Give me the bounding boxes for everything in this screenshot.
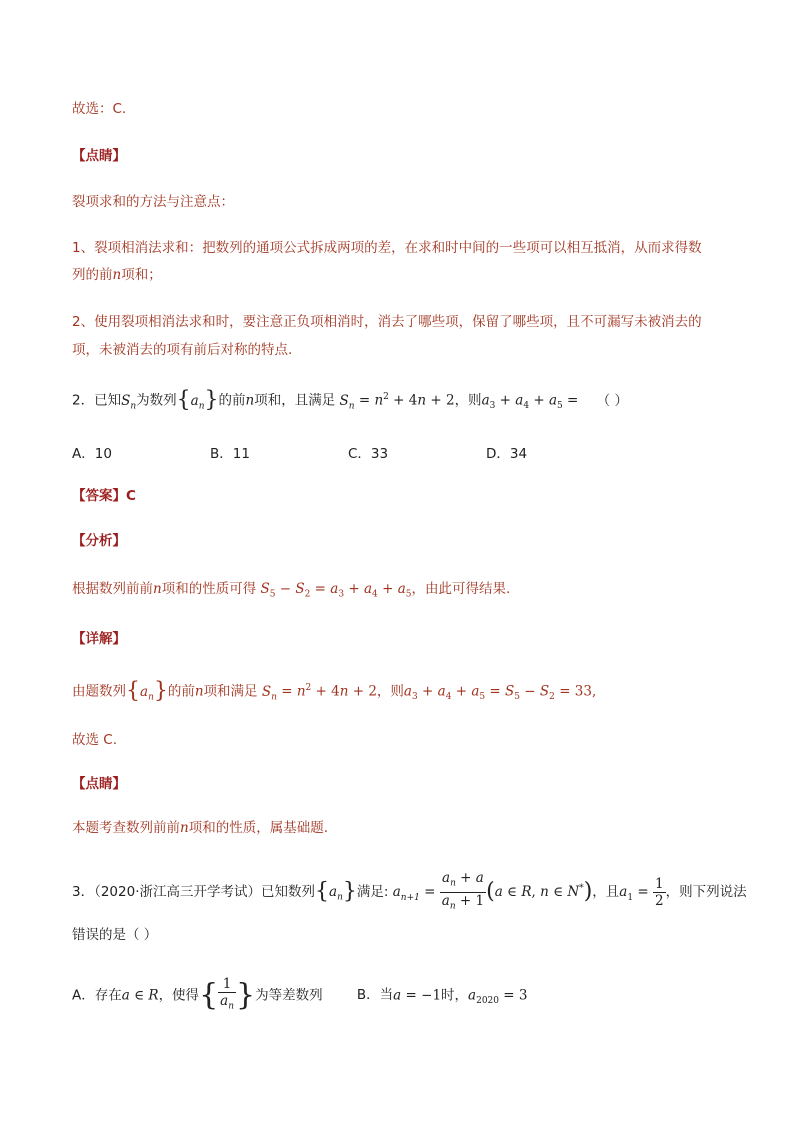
xj-text-1: 由题数列 [72, 683, 126, 700]
method-intro: 裂项求和的方法与注意点： [72, 194, 234, 210]
dj2-text-2: 项和的性质，属基础题. [188, 820, 328, 836]
reciprocal-fraction: $\frac{1}{a_n}$ [220, 976, 235, 1012]
fx-text-1: 根据数列前前 [72, 581, 153, 597]
q3-option-b-text-1: B．当 [356, 987, 394, 1004]
q3-option-b-text-2: 时， [441, 987, 469, 1004]
point-1-pre: 列的前 [72, 267, 113, 283]
fx-text-3: ，由此可得结果. [411, 581, 511, 597]
option-a: A．10 [72, 446, 112, 462]
q3-text-3: ，且 [592, 884, 620, 901]
section-heading-dianjing: 【点睛】 [72, 148, 126, 164]
q3-option-a-text-1: A．存在 [72, 987, 122, 1004]
option-b: B．11 [210, 446, 250, 462]
conclusion-line-2: 故选 C. [72, 732, 118, 748]
q2-text-1: 2．已知 [72, 392, 122, 409]
point-2-line-1: 2、使用裂项相消法求和时，要注意正负项相消时，消去了哪些项，保留了哪些项，且不可漏写未被消去的 [72, 314, 702, 330]
point-1-line-2: 列的前n项和； [72, 267, 162, 283]
summary-text: 本题考查数列前前n项和的性质，属基础题. [72, 820, 328, 836]
q3-text-4: ，则下列说法 [665, 884, 747, 901]
recurrence-fraction: $\frac{a_n + a}{a_n + 1}$ [441, 870, 485, 912]
section-heading-dianjing-2: 【点睛】 [72, 776, 126, 792]
q3-text-2: 满足: [356, 884, 389, 901]
answer-heading: 【答案】C [72, 488, 136, 504]
xj-text-2: 的前 [167, 683, 195, 700]
analysis-text: 根据数列前前n项和的性质可得 $S_5 - S_2 = a_3 + a_4 + a_5$，由此可得结果. [72, 581, 511, 600]
point-1-post: 项和； [121, 267, 162, 283]
point-1-line-1: 1、裂项相消法求和：把数列的通项公式拆成两项的差，在求和时中间的一些项可以相互抵消，从而求得数 [72, 240, 702, 256]
question-3-stem: 3．（2020·浙江高三开学考试）已知数列$\{a_n\}$满足: $a_{n+1}$ = $\frac{a_n + a}{a_n + 1}$ (a ∈ R, n ∈ N*)，且$a_1$ = $\frac{1}{2}$ ，则下列说法 [72, 870, 747, 916]
question-2-stem: 2．已知$S_n$为数列$\{a_n\}$的前n项和，且满足 $S_n = n^2 + 4n + 2$，则$a_3 + a_4 + a_5$ = （ ） [72, 387, 628, 413]
question-3-options: A．存在a ∈ R，使得{ $\frac{1}{a_n}$ }为等差数列 B．当a = −1时，$a_{2020} = 3$ [72, 976, 527, 1019]
xj-text-3: 项和满足 [203, 683, 258, 700]
a1-fraction: $\frac{1}{2}$ [655, 875, 664, 909]
q3-option-a-text-3: 为等差数列 [255, 987, 323, 1004]
q3-text-1: 3．（2020·浙江高三开学考试）已知数列 [72, 884, 315, 901]
xj-text-4: ，则 [376, 683, 404, 700]
option-d: D．34 [486, 446, 528, 462]
q2-text-3: 的前 [218, 392, 246, 409]
point-2-line-2: 项，未被消去的项有前后对称的特点. [72, 342, 293, 358]
section-heading-fenxi: 【分析】 [72, 533, 126, 549]
q2-text-4: 项和，且满足 [254, 392, 336, 409]
conclusion-text: 故选：C. [72, 101, 127, 117]
question-3-line-2: 错误的是（ ） [72, 927, 158, 943]
q3-option-a-text-2: ，使得 [158, 987, 200, 1004]
detail-text: 由题数列$\{a_n\}$的前n项和满足 $S_n = n^2 + 4n + 2$，则$a_3 + a_4 + a_5 = S_5 - S_2 = 33$, [72, 678, 597, 704]
option-c: C．33 [348, 446, 389, 462]
q2-paren: （ ） [596, 392, 628, 409]
conclusion-line [72, 100, 126, 118]
q2-text-2: 为数列 [136, 392, 177, 409]
dj2-text-1: 本题考查数列前前 [72, 820, 180, 836]
fx-text-2: 项和的性质可得 [161, 581, 257, 597]
q2-text-5: ，则 [454, 392, 482, 409]
section-heading-xiangjie: 【详解】 [72, 631, 126, 647]
